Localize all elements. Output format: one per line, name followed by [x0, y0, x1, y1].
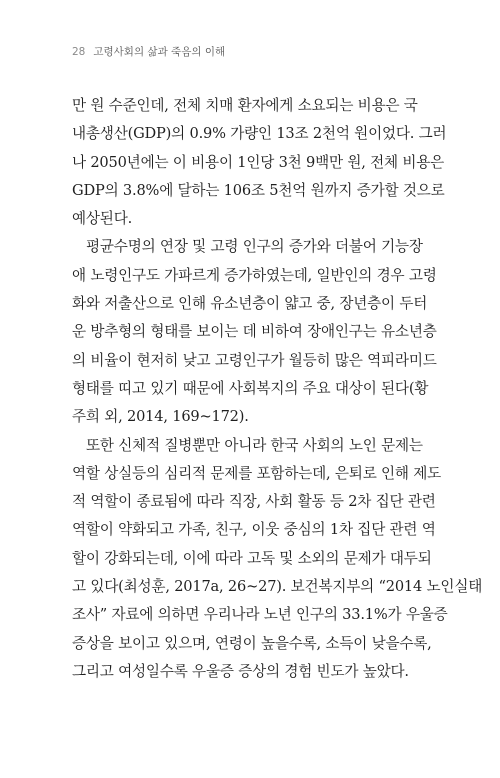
chapter-title: 고령사회의 삶과 죽음의 이해 — [93, 46, 226, 58]
text-line: 나 2050년에는 이 비용이 1인당 3천 9백만 원, 전체 비용은 — [72, 153, 445, 171]
text-line: 애 노령인구도 가파르게 증가하였는데, 일반인의 경우 고령 — [72, 266, 437, 284]
paragraph-3 — [72, 432, 483, 687]
text-line: 내총생산(GDP)의 0.9% 가량인 13조 2천억 원이었다. 그러 — [72, 125, 447, 143]
text-line: 역할이 약화되고 가족, 친구, 이웃 중심의 1차 집단 관련 역 — [72, 521, 436, 539]
text-line: 주희 외, 2014, 169~172). — [72, 408, 249, 426]
text-line: 만 원 수준인데, 전체 치매 환자에게 소요되는 비용은 국 — [72, 97, 418, 114]
text-line: 운 방추형의 형태를 보이는 데 비하여 장애인구는 유소년층 — [72, 323, 437, 341]
text-line: 그리고 여성일수록 우울증 증상의 경험 빈도가 높았다. — [72, 662, 409, 680]
text-line: 할이 강화되는데, 이에 따라 고독 및 소외의 문제가 대두되 — [72, 549, 432, 567]
page-number: 28 — [72, 46, 86, 58]
paragraph-1 — [72, 92, 447, 233]
running-header — [72, 44, 225, 59]
text-line: 예상된다. — [72, 210, 133, 228]
text-line: 화와 저출산으로 인해 유소년층이 얇고 중, 장년층이 두터 — [72, 295, 428, 313]
text-line: 평균수명의 연장 및 고령 인구의 증가와 더불어 기능장 — [86, 238, 423, 256]
text-line: 역할 상실등의 심리적 문제를 포함하는데, 은퇴로 인해 제도 — [72, 464, 442, 482]
text-line: 또한 신체적 질병뿐만 아니라 한국 사회의 노인 문제는 — [86, 436, 423, 454]
text-line: 적 역할이 종료됨에 따라 직장, 사회 활동 등 2차 집단 관련 — [72, 493, 436, 511]
text-line: 증상을 보이고 있으며, 연령이 높을수록, 소득이 낮을수록, — [72, 634, 432, 652]
text-line: 형태를 띠고 있기 때문에 사회복지의 주요 대상이 된다(황 — [72, 379, 429, 397]
text-line: GDP의 3.8%에 달하는 106조 5천억 원까지 증가할 것으로 — [72, 181, 445, 199]
text-line: 의 비율이 현저히 낮고 고령인구가 월등히 많은 역피라미드 — [72, 351, 437, 369]
text-line: 조사” 자료에 의하면 우리나라 노년 인구의 33.1%가 우울증 — [72, 606, 448, 624]
paragraph-2 — [72, 233, 437, 431]
body-text — [72, 92, 483, 686]
text-line: 고 있다(최성훈, 2017a, 26~27). 보건복지부의 “2014 노인실태 — [72, 578, 483, 596]
